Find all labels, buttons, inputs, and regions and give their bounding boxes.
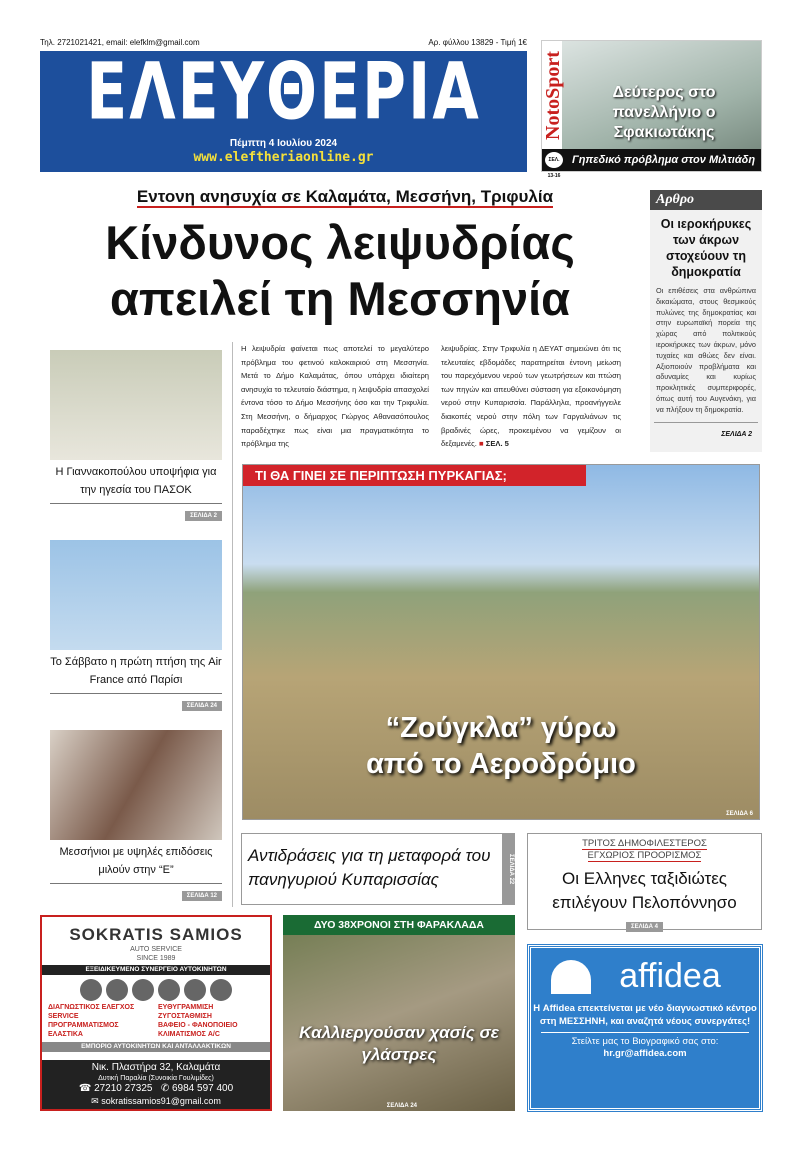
- website-link[interactable]: www.eleftheriaonline.gr: [193, 150, 374, 165]
- lead-page: ΣΕΛ. 5: [485, 439, 509, 449]
- issue-date: Πέμπτη 4 Ιουλίου 2024: [229, 138, 338, 149]
- email-icon: ✉: [91, 1096, 102, 1106]
- feature-kicker: ΤΙ ΘΑ ΓΙΝΕΙ ΣΕ ΠΕΡΙΠΤΩΣΗ ΠΥΡΚΑΓΙΑΣ;: [243, 465, 586, 486]
- opinion-article[interactable]: [650, 190, 762, 452]
- cannabis-caption: Καλλιεργούσαν χασίς σε γλάστρες: [299, 1023, 499, 1064]
- notosport-brand: NotoSport: [542, 41, 562, 151]
- panigyri-title: Αντιδράσεις για τη μεταφορά του πανηγυριού Κυπαρισσίας: [248, 846, 491, 889]
- samios-sub: AUTO SERVICE: [130, 946, 182, 953]
- affidea-text: Η Affidea επεκτείνεται με νέο διαγνωστικό κέντρο στη ΜΕΣΣΗΝΗ, και αναζητά νέους συνεργάτες!: [533, 1003, 757, 1027]
- opinion-title: Οι ιεροκήρυκες των άκρων στοχεύουν τη δημοκρατία: [660, 217, 752, 279]
- cannabis-page: ΣΕΛΙΔΑ 24: [386, 1103, 417, 1109]
- lead-kicker: Εντονη ανησυχία σε Καλαμάτα, Μεσσήνη, Τριφυλία: [136, 187, 554, 206]
- side-story[interactable]: [50, 350, 222, 517]
- affidea-logo: affidea: [531, 956, 759, 996]
- opinion-label: Αρθρο: [650, 190, 762, 210]
- feature-photo-story[interactable]: [242, 464, 760, 820]
- travel-title: Οι Ελληνες ταξιδιώτες επιλέγουν Πελοπόννησο: [552, 869, 737, 912]
- portrait-photo: [50, 350, 222, 460]
- panigyri-page: ΣΕΛΙΔΑ 22: [502, 834, 514, 904]
- samios-bar2: ΕΜΠΟΡΙΟ ΑΥΤΟΚΙΝΗΤΩΝ ΚΑΙ ΑΝΤΑΛΛΑΚΤΙΚΩΝ: [42, 1042, 270, 1052]
- side-caption: Μεσσήνιοι με υψηλές επιδόσεις μιλούν στην “Ε”: [59, 846, 213, 876]
- samios-ad[interactable]: [40, 915, 272, 1111]
- side-story[interactable]: [50, 730, 222, 897]
- side-caption: Η Γιαννακοπούλου υποψήφια για την ηγεσία του ΠΑΣΟΚ: [55, 466, 217, 496]
- lead-body-col1: Η λειψυδρία φαίνεται πως αποτελεί το μεγαλύτερο πρόβλημα του φετινού καλοκαιριού στη Μεσσηνία. Μετά το Δήμο Καλαμάτας, όπου υπάρχει ιδιαίτερη ανησυχία το τελευταίο διάστημα, η λειψυδρία απασχολεί έντονα τόσο το Δήμο Μεσσήνης όσο και την Τριφυλία. Στη Μεσσήνη, ο δήμαρχος Γιώργος Αθανασόπουλος παραδέχτηκε πως είναι μια πραγματικότητα το πρόβλημα της: [241, 344, 429, 449]
- mobile-icon: ✆: [160, 1083, 172, 1094]
- students-photo: [50, 730, 222, 840]
- samios-services: ΔΙΑΓΝΩΣΤΙΚΟΣ ΕΛΕΓΧΟΣ ΕΥΘΥΓΡΑΜΜΙΣΗ SERVICE ΖΥΓΟΣΤΑΘΜΙΣΗ ΠΡΟΓΡΑΜΜΑΤΙΣΜΟΣ ΒΑΦΕΙΟ - ΦΑΝΟΠΟΙΕΙΟ ΕΛΑΣΤΙΚΑ ΚΛΙΜΑΤΙΣΜΟΣ A/C: [48, 1004, 238, 1038]
- samios-since: SINCE 1989: [136, 955, 176, 962]
- notosport-page-badge: ΣΕΛ. 13-16: [545, 152, 563, 168]
- airplane-photo: [50, 540, 222, 650]
- samios-contact: Νικ. Πλαστήρα 32, Καλαμάτα Δυτική Παραλία (Συνοικία Γουλιμίδες) ☎ 27210 27325 ✆ 6984 597 400 ✉ sokratissamios91@gmail.com: [42, 1060, 270, 1109]
- masthead: [40, 51, 527, 172]
- side-page: ΣΕΛΙΔΑ 24: [182, 701, 222, 711]
- lead-body-col2: λειψυδρίας. Στην Τριφυλία η ΔΕΥΑΤ σημειώνει ότι τις τελευταίες εβδομάδες παρατηρείται έντονη μείωση του παρεχόμενου νερού των γεωτρήσεων και πτώση των πηγών και απευθύνει σύσταση για εξοικονόμηση νερού στην Κυπαρισσία. Παράλληλα, προανήγγειλε διακοπές νερού στην πόλη των Γαργαλιάνων τις βραδινές ώρες, προκειμένου να γεμίζουν οι δεξαμενές. ■ ΣΕΛ. 5: [441, 344, 621, 449]
- side-story[interactable]: [50, 540, 222, 707]
- lead-headline[interactable]: Κίνδυνος λειψυδρίας απειλεί τη Μεσσηνία: [105, 216, 575, 325]
- panigyri-story[interactable]: [241, 833, 515, 905]
- affidea-ad[interactable]: [528, 945, 762, 1111]
- contact-line: Τηλ. 2721021421, email: elefklm@gmail.com: [40, 38, 200, 47]
- opinion-page: ΣΕΛΙΔΑ 2: [654, 422, 758, 442]
- phone-icon: ☎: [78, 1083, 95, 1094]
- car-brand-logos: [42, 979, 270, 1001]
- notosport-footer: Γηπεδικό πρόβλημα στον Μιλτιάδη: [572, 154, 756, 166]
- notosport-promo[interactable]: [541, 40, 762, 179]
- column-divider: [232, 342, 233, 907]
- samios-bar: ΕΞΕΙΔΙΚΕΥΜΕΝΟ ΣΥΝΕΡΓΕΙΟ ΑΥΤΟΚΙΝΗΤΩΝ: [42, 965, 270, 975]
- feature-caption: “Ζούγκλα” γύρω από το Αεροδρόμιο: [366, 712, 636, 780]
- issue-line: Αρ. φύλλου 13829 - Τιμή 1€: [428, 38, 527, 47]
- cannabis-kicker: ΔΥΟ 38ΧΡΟΝΟΙ ΣΤΗ ΦΑΡΑΚΛΑΔΑ: [283, 915, 515, 935]
- samios-name: SOKRATIS SAMIOS: [69, 925, 243, 944]
- side-page: ΣΕΛΙΔΑ 12: [182, 891, 222, 901]
- newspaper-logo: ΕΛΕΥΘΕΡΙΑ: [86, 51, 481, 139]
- cannabis-story[interactable]: [283, 915, 515, 1111]
- opinion-body: Οι επιθέσεις στα ανθρώπινα δικαιώματα, στους θεσμικούς πυλώνες της δημοκρατίας και στην ευρωπαϊκή πορεία της χώρας από πολιτικούς ιεροκήρυκες των άκρων, μόνο τυχαίες και αθώες δεν είναι. Αξιοποιούν προβλήματα και αδυναμίες και κυρίως προκλητικές συμπεριφορές, όπως αυτή του Αυγενάκη, για να πλήξουν τη δημοκρατία.: [656, 286, 756, 414]
- travel-kicker: ΤΡΙΤΟΣ ΔΗΜΟΦΙΛΕΣΤΕΡΟΣ ΕΓΧΩΡΙΟΣ ΠΡΟΟΡΙΣΜΟΣ: [582, 838, 707, 861]
- travel-page: ΣΕΛΙΔΑ 4: [626, 922, 663, 932]
- affidea-cta: Στείλτε μας το Βιογραφικό σας στο: hr.gr@affidea.com: [541, 1032, 749, 1060]
- notosport-headline: Δεύτερος στο πανελλήνιο ο Σφακιωτάκης: [612, 84, 716, 141]
- travel-story[interactable]: [527, 833, 762, 930]
- side-caption: Το Σάββατο η πρώτη πτήση της Air France από Παρίσι: [50, 656, 222, 686]
- feature-page: ΣΕΛΙΔΑ 6: [726, 811, 753, 817]
- side-page: ΣΕΛΙΔΑ 2: [185, 511, 222, 521]
